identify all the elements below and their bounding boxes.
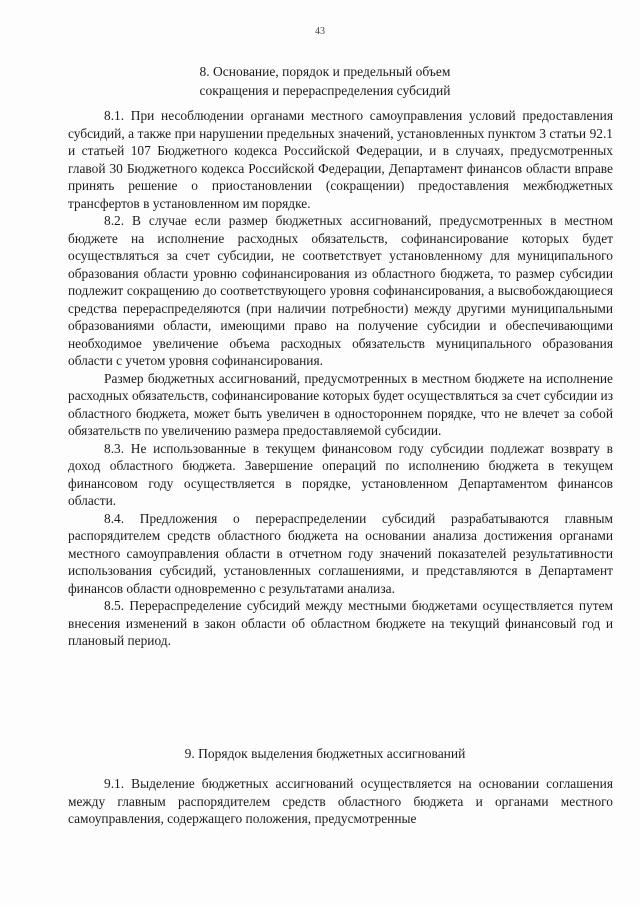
paragraph-8-2: 8.2. В случае если размер бюджетных ассигнований, предусмотренных в местном бюджете на исполнение расходных обязательств, софинансирование которых будет осуществляться за счет субсидии, не соответствует установленному для муниципального образования области уровню софинансирования из областного бюджета, то размер субсидии подлежит сокращению до соответствующего уровня софинансирования, а высвобождающиеся средства перераспределяются (при наличии потребности) между другими муниципальными образованиями области, имеющими право на получение субсидии и обеспечивающими необходимое увеличение объема расходных обязательств муниципального образования области с учетом уровня софинансирования. — [68, 213, 613, 368]
paragraph-8-5: 8.5. Перераспределение субсидий между местными бюджетами осуществляется путем внесения изменений в закон области об областном бюджете на текущий финансовый год и плановый период. — [68, 598, 613, 648]
paragraph-8-1: 8.1. При несоблюдении органами местного самоуправления условий предоставления субсидий, а также при нарушении предельных значений, установленных пунктом 3 статьи 92.1 и статьей 107 Бюджетного кодекса Российской Федерации, и в случаях, предусмотренных главой 30 Бюджетного кодекса Российской Федерации, Департамент финансов области вправе принять решение о приостановлении (сокращении) предоставления межбюджетных трансфертов в установленном им порядке. — [68, 108, 613, 211]
paragraph-8-2-continued: Размер бюджетных ассигнований, предусмотренных в местном бюджете на исполнение расходных обязательств, софинансирование которых будет осуществляться за счет субсидии из областного бюджета, может быть увеличен в одностороннем порядке, что не влечет за собой обязательств по увеличению размера предоставляемой субсидии. — [68, 370, 613, 438]
section-9-body — [68, 775, 613, 828]
section-9-heading — [140, 744, 510, 763]
page-number: 43 — [315, 26, 325, 37]
heading-line: сокращения и перераспределения субсидий — [199, 83, 451, 98]
paragraph-8-4: 8.4. Предложения о перераспределении субсидий разрабатываются главным распорядителем средств областного бюджета на основании анализа достижения органами местного самоуправления области в отчетном году значений показателей результативности использования субсидий, установленных соглашениями, и представляются в Департамент финансов области одновременно с результатами анализа. — [68, 510, 613, 596]
section-8-body — [68, 107, 613, 650]
paragraph-9-1: 9.1. Выделение бюджетных ассигнований осуществляется на основании соглашения между главным распорядителем средств областного бюджета и органами местного самоуправления, содержащего положения, предусмотренные — [68, 776, 613, 826]
section-8-heading — [140, 62, 510, 100]
heading-line: 9. Порядок выделения бюджетных ассигнований — [184, 746, 466, 761]
paragraph-8-3: 8.3. Не использованные в текущем финансовом году субсидии подлежат возврату в доход областного бюджета. Завершение операций по исполнению бюджета в текущем финансовом году осуществляется в порядке, установленном Департаментом финансов области. — [68, 440, 613, 508]
heading-line: 8. Основание, порядок и предельный объем — [199, 64, 451, 79]
